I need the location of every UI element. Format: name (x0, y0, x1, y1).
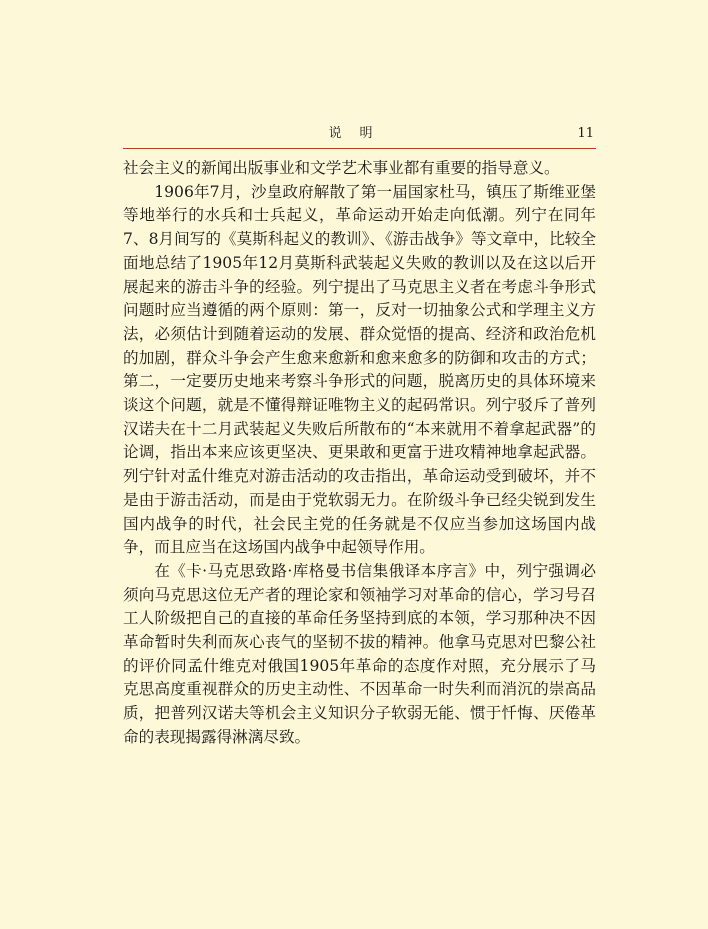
paragraph-1906-guerrilla-warfare: 1906年7月，沙皇政府解散了第一届国家杜马，镇压了斯维亚堡等地举行的水兵和士兵起义，革命运动开始走向低潮。列宁在同年7、8月间写的《莫斯科起义的教训》、《游击战争》等文章中，比较全面地总结了1905年12月莫斯科武装起义失败的教训以及在这以后开展起来的游击斗争的经验。列宁提出了马克思主义者在考虑斗争形式问题时应当遵循的两个原则：第一，反对一切抽象公式和学理主义方法，必须估计到随着运动的发展、群众觉悟的提高、经济和政治危机的加剧，群众斗争会产生愈来愈新和愈来愈多的防御和攻击的方式；第二，一定要历史地来考察斗争形式的问题，脱离历史的具体环境来谈这个问题，就是不懂得辩证唯物主义的起码常识。列宁驳斥了普列汉诺夫在十二月武装起义失败后所散布的“本来就用不着拿起武器”的论调，指出本来应该更坚决、更果敢和更富于进攻精神地拿起武器。列宁针对孟什维克对游击活动的攻击指出，革命运动受到破坏，并不是由于游击活动，而是由于党软弱无力。在阶级斗争已经尖锐到发生国内战争的时代，社会民主党的任务就是不仅应当参加这场国内战争，而且应当在这场国内战争中起领导作用。 (123, 182, 596, 557)
header-title: 说明 (328, 126, 391, 141)
running-header (123, 124, 596, 146)
paragraph-continuation: 社会主义的新闻出版事业和文学艺术事业都有重要的指导意义。 (123, 159, 560, 177)
page-number: 11 (577, 126, 594, 141)
body-text (123, 157, 596, 750)
paragraph-marx-kugelmann-preface: 在《卡·马克思致路·库格曼书信集俄译本序言》中，列宁强调必须向马克思这位无产者的理论家和领袖学习对革命的信心，学习号召工人阶级把自己的直接的革命任务坚持到底的本领，学习那种决不因革命暂时失利而灰心丧气的坚韧不拔的精神。他拿马克思对巴黎公社的评价同孟什维克对俄国1905年革命的态度作对照，充分展示了马克思高度重视群众的历史主动性、不因革命一时失利而消沉的崇高品质，把普列汉诺夫等机会主义知识分子软弱无能、惯于忏悔、厌倦革命的表现揭露得淋漓尽致。 (123, 561, 596, 746)
header-rule (123, 148, 596, 149)
